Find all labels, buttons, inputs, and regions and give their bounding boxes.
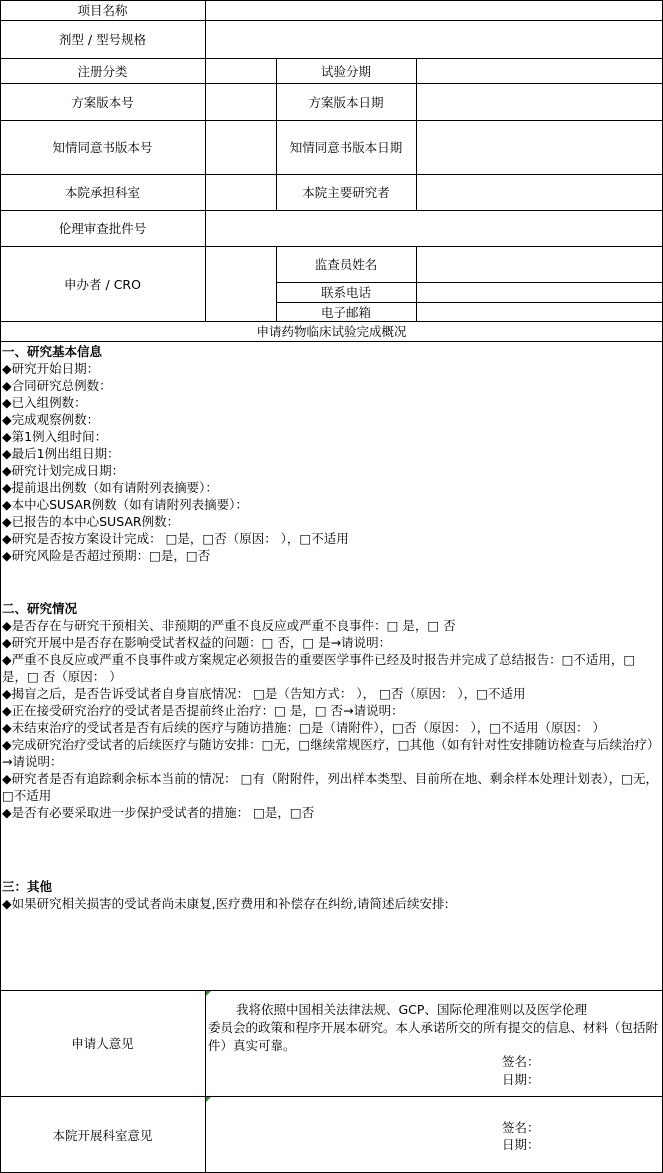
section-other bbox=[2, 878, 661, 912]
list-item: ◆揭盲之后，是否告诉受试者自身盲底情况： □是（告知方式： ）， □否（原因： ），□不适用 bbox=[2, 686, 526, 701]
dosage-form-value[interactable] bbox=[206, 21, 662, 58]
label-department: 本院承担科室 bbox=[64, 185, 140, 200]
department-value[interactable] bbox=[206, 175, 276, 210]
list-item: ◆未结束治疗的受试者是否有后续的医疗与随访措施：□是（请附件），□否（原因： ），□不适用（原因： ） bbox=[2, 720, 605, 735]
comment-marker-icon bbox=[206, 1097, 211, 1102]
label-protocol-version-date: 方案版本日期 bbox=[308, 94, 384, 110]
principal-investigator-value[interactable] bbox=[417, 175, 662, 210]
label-dosage-form: 剂型 / 型号规格 bbox=[58, 32, 147, 47]
applicant-date-label: 日期： bbox=[502, 1072, 540, 1087]
label-applicant-opinion: 申请人意见 bbox=[71, 1036, 134, 1051]
label-registration-class: 注册分类 bbox=[77, 63, 128, 79]
label-trial-phase: 试验分期 bbox=[320, 63, 371, 79]
email-value[interactable] bbox=[417, 303, 662, 321]
label-monitor-name: 监查员姓名 bbox=[314, 257, 378, 272]
applicant-statement-line: 委员会的政策和程序开展本研究。本人承诺所交的所有提交的信息、材料（包括附件）真实可靠。 bbox=[208, 1020, 659, 1053]
list-item: ◆研究计划完成日期： bbox=[2, 463, 125, 478]
icf-version-date-value[interactable] bbox=[417, 121, 662, 174]
applicant-statement bbox=[208, 1001, 658, 1055]
label-project-name: 项目名称 bbox=[77, 3, 128, 18]
list-item: ◆研究风险是否超过预期：□是，□否 bbox=[2, 548, 211, 563]
grid-line bbox=[0, 341, 663, 342]
list-item: ◆本中心SUSAR例数（如有请附列表摘要）： bbox=[2, 497, 248, 512]
summary-title: 申请药物临床试验完成概况 bbox=[256, 324, 407, 339]
sponsor-cro-value[interactable] bbox=[206, 247, 276, 321]
list-item: ◆最后1例出组日期： bbox=[2, 446, 120, 461]
label-email: 电子邮箱 bbox=[320, 304, 371, 320]
list-item: ◆已报告的本中心SUSAR例数： bbox=[2, 514, 180, 529]
comment-marker-icon bbox=[206, 991, 211, 996]
list-item: ◆完成观察例数： bbox=[2, 412, 100, 427]
list-item: ◆第1例入组时间： bbox=[2, 429, 108, 444]
label-principal-investigator: 本院主要研究者 bbox=[302, 185, 390, 200]
section-heading: 三：其他 bbox=[2, 879, 53, 894]
section-heading: 二、研究情况 bbox=[2, 601, 78, 616]
list-item: ◆提前退出例数（如有请附列表摘要）： bbox=[2, 480, 218, 495]
list-item: ◆已入组例数： bbox=[2, 395, 87, 410]
list-item: ◆正在接受研究治疗的受试者是否提前终止治疗：□ 是，□ 否→请说明： bbox=[2, 703, 404, 718]
list-item: ◆研究开展中是否存在影响受试者权益的问题：□ 否，□ 是→请说明： bbox=[2, 635, 392, 650]
grid-line bbox=[205, 990, 206, 1173]
trial-phase-value[interactable] bbox=[417, 59, 662, 83]
label-protocol-version: 方案版本号 bbox=[71, 94, 134, 110]
monitor-name-value[interactable] bbox=[417, 247, 662, 282]
list-item: ◆严重不良反应或严重不良事件或方案规定必须报告的重要医学事件已经及时报告并完成了总结报告：□不适用，□ 是，□ 否（原因： ） bbox=[2, 652, 636, 684]
department-date-label: 日期： bbox=[502, 1137, 540, 1152]
label-contact-phone: 联系电话 bbox=[320, 285, 371, 300]
list-item: ◆合同研究总例数： bbox=[2, 378, 112, 393]
label-sponsor-cro: 申办者 / CRO bbox=[64, 276, 141, 292]
section-heading: 一、研究基本信息 bbox=[2, 344, 103, 359]
protocol-version-value[interactable] bbox=[206, 84, 276, 120]
ethics-approval-no-value[interactable] bbox=[206, 211, 662, 246]
list-item: ◆如果研究相关损害的受试者尚未康复,医疗费用和补偿存在纠纷,请简述后续安排: bbox=[2, 896, 449, 911]
contact-phone-value[interactable] bbox=[417, 283, 662, 302]
section-study-status bbox=[2, 600, 661, 821]
applicant-statement-line: 我将依照中国相关法律法规、GCP、国际伦理准则以及医学伦理 bbox=[236, 1002, 587, 1017]
list-item: ◆研究者是否有追踪剩余标本当前的情况： □有（附附件，列出样本类型、目前所在地、剩余样本处理计划表），□无，□不适用 bbox=[2, 771, 658, 803]
list-item: ◆研究开始日期： bbox=[2, 361, 100, 376]
applicant-sign-label: 签名： bbox=[502, 1054, 540, 1069]
department-sign-label: 签名： bbox=[502, 1120, 540, 1135]
list-item: ◆是否有必要采取进一步保护受试者的措施： □是，□否 bbox=[2, 805, 315, 820]
list-item: ◆完成研究治疗受试者的后续医疗与随访安排：□无，□继续常规医疗，□其他（如有针对性安排随访检查与后续治疗）→请说明： bbox=[2, 737, 660, 769]
list-item: ◆是否存在与研究干预相关、非预期的严重不良反应或严重不良事件：□ 是，□ 否 bbox=[2, 618, 456, 633]
icf-version-value[interactable] bbox=[206, 121, 276, 174]
label-icf-version-date: 知情同意书版本日期 bbox=[289, 140, 403, 155]
label-department-opinion: 本院开展科室意见 bbox=[52, 1127, 153, 1143]
list-item: ◆研究是否按方案设计完成： □是，□否（原因： ），□不适用 bbox=[2, 531, 349, 546]
protocol-version-date-value[interactable] bbox=[417, 84, 662, 120]
label-icf-version: 知情同意书版本号 bbox=[52, 140, 153, 155]
label-ethics-approval-no: 伦理审查批件号 bbox=[58, 221, 147, 236]
section-basic-info bbox=[2, 343, 661, 564]
project-name-value[interactable] bbox=[206, 1, 662, 20]
registration-class-value[interactable] bbox=[206, 59, 276, 83]
